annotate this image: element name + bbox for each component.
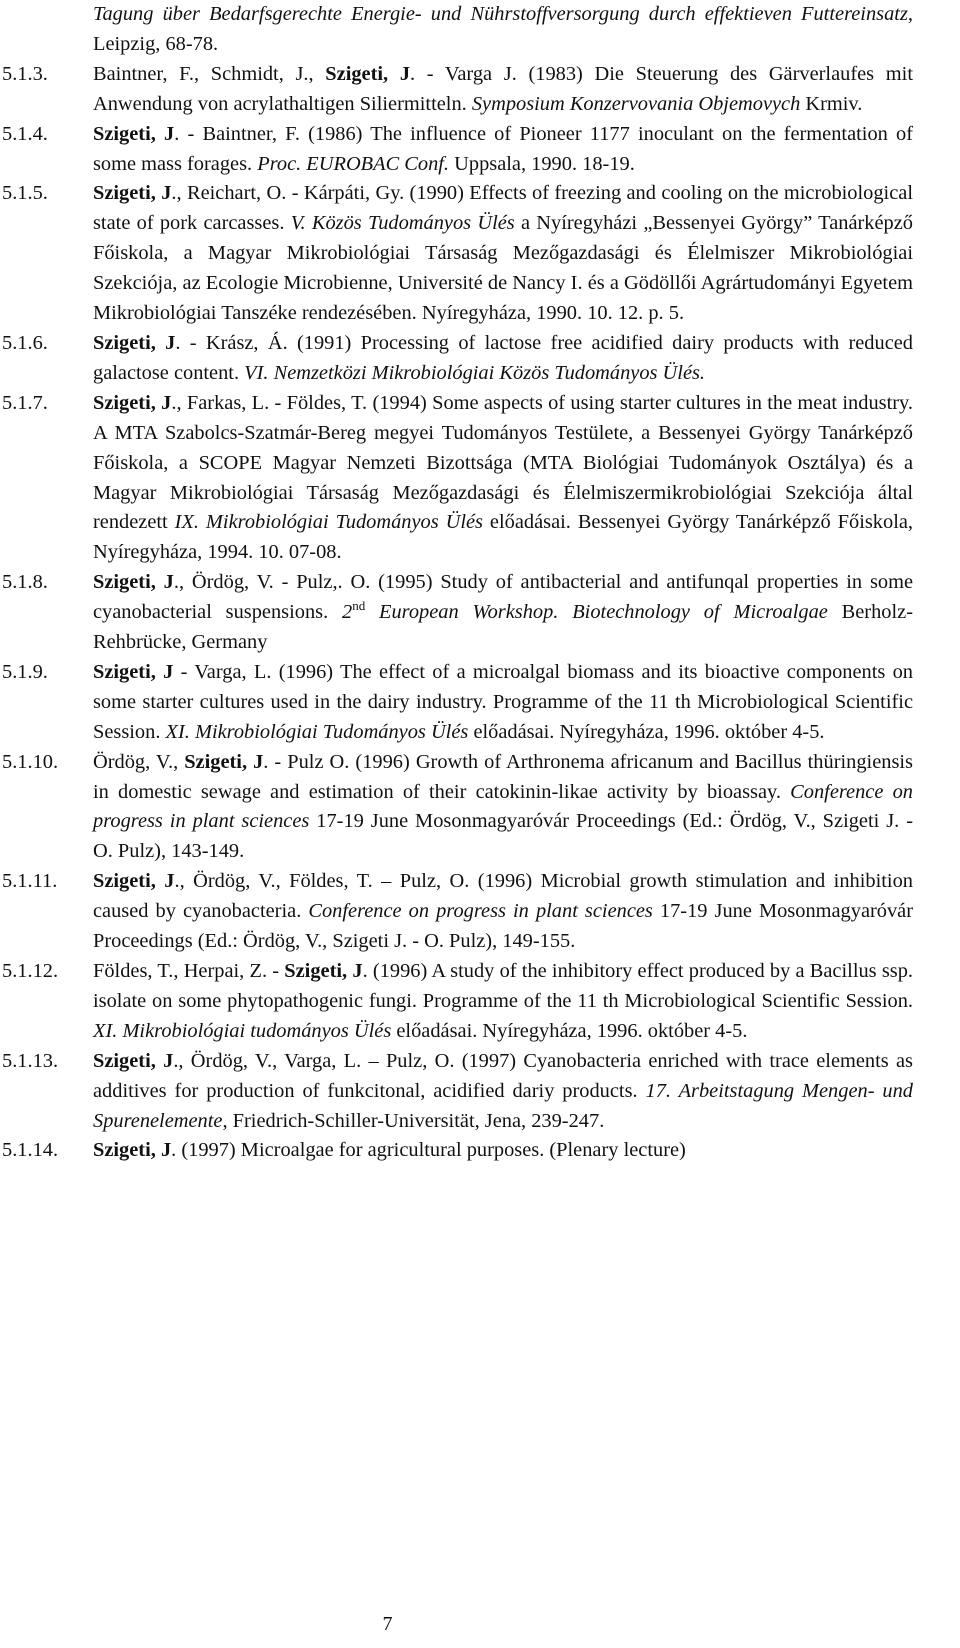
reference-text-run: . (1996) A study of the inhibitory effect produced by a Bacillus ssp. isolate on some phytopathogenic fungi. Programme of the 11 th Microbiological Scientific Session. bbox=[93, 960, 913, 1012]
reference-number: 5.1.14. bbox=[2, 1139, 59, 1162]
reference-text-run: . (1997) Microalgae for agricultural purposes. (Plenary lecture) bbox=[171, 1139, 686, 1162]
reference-text bbox=[93, 957, 913, 1047]
reference-number: 5.1.12. bbox=[2, 960, 59, 982]
reference-item bbox=[0, 957, 960, 1047]
reference-text-run: Uppsala, 1990. 18-19. bbox=[449, 152, 635, 175]
reference-source-title: VI. Nemzetközi Mikrobiológiai Közös Tudományos Ülés. bbox=[244, 361, 706, 384]
reference-item bbox=[0, 658, 960, 748]
reference-author-highlight: Szigeti, J bbox=[93, 182, 172, 205]
reference-item bbox=[0, 60, 960, 120]
reference-number: 5.1.3. bbox=[2, 62, 48, 85]
reference-item bbox=[0, 179, 960, 329]
reference-source-title: 2 bbox=[342, 601, 353, 624]
reference-number: 5.1.5. bbox=[2, 182, 48, 205]
reference-source-title: XI. Mikrobiológiai Tudományos Ülés bbox=[165, 720, 469, 743]
reference-text-run: . - Baintner, F. (1986) The influence of Pioneer 1177 inoculant on the fermentation of some mass forages. bbox=[93, 122, 913, 175]
reference-number: 5.1.7. bbox=[2, 391, 48, 414]
reference-text-run: Földes, T., Herpai, Z. - bbox=[93, 960, 285, 982]
reference-source-title: Conference on progress in plant sciences bbox=[93, 780, 913, 833]
reference-text-run: Krmiv. bbox=[800, 92, 863, 115]
reference-source-title: XI. Mikrobiológiai tudományos Ülés bbox=[93, 1019, 392, 1042]
reference-number: 5.1.13. bbox=[2, 1049, 59, 1072]
reference-text-run: . - Krász, Á. (1991) Processing of lactose free acidified dairy products with reduced galactose content. bbox=[93, 331, 913, 384]
reference-text-run: , Friedrich-Schiller-Universität, Jena, 239-247. bbox=[222, 1109, 605, 1132]
reference-text bbox=[93, 867, 913, 957]
reference-source-title: 17. Arbeitstagung Mengen- und Spurenelemente bbox=[93, 1079, 913, 1132]
reference-author-highlight: Szigeti, J bbox=[93, 1049, 174, 1072]
reference-text-run: előadásai. Nyíregyháza, 1996. október 4-5. bbox=[468, 720, 825, 743]
reference-item bbox=[0, 867, 960, 957]
reference-text bbox=[93, 568, 913, 658]
reference-number: 5.1.10. bbox=[2, 750, 59, 773]
reference-text bbox=[93, 1136, 913, 1166]
reference-item bbox=[0, 389, 960, 568]
reference-text bbox=[93, 0, 913, 60]
reference-text-run: Ördög, V., bbox=[93, 750, 185, 773]
reference-author-highlight: Szigeti, J bbox=[184, 750, 264, 773]
reference-source-title: V. Közös Tudományos Ülés bbox=[290, 212, 515, 235]
reference-author-highlight: Szigeti, J bbox=[93, 571, 174, 594]
reference-number: 5.1.8. bbox=[2, 571, 48, 594]
reference-text-run: a Nyíregyházi „Bessenyei György” Tanárképző Főiskola, a Magyar Mikrobiológiai Társaság Mezőgazdasági és Élelmiszer Mikrobiológiai Szekciója, az Ecologie Microbienne, Université de Nancy I. és a Gödöllői Agrártudományi Egyetem Mikrobiológiai Tanszéke rendezésében. Nyíregyháza, 1990. 10. 12. p. 5. bbox=[93, 212, 913, 325]
reference-item bbox=[0, 120, 960, 180]
reference-text-run: Leipzig, 68-78. bbox=[93, 32, 219, 55]
page-number: 7 bbox=[382, 1613, 393, 1635]
reference-source-title: Tagung über Bedarfsgerechte Energie- und Nührstoffversorgung durch effektieven Futtereinsatz, bbox=[93, 3, 913, 25]
reference-text-run: 17-19 June Mosonmagyaróvár Proceedings (Ed.: Ördög, V., Szigeti J. - O. Pulz), 149-155. bbox=[93, 900, 914, 953]
reference-text-run: Berholz-Rehbrücke, Germany bbox=[93, 601, 913, 654]
reference-source-title: IX. Mikrobiológiai Tudományos Ülés bbox=[174, 511, 483, 534]
reference-author-highlight: Szigeti, J bbox=[284, 960, 363, 982]
reference-author-highlight: Szigeti, J bbox=[325, 62, 411, 85]
reference-number: 5.1.11. bbox=[2, 870, 58, 893]
reference-text-run: . - Varga J. (1983) Die Steuerung des Gärverlaufes mit Anwendung von acrylathaltigen Siliermitteln. bbox=[93, 62, 913, 115]
reference-text-run: ., Reichart, O. - Kárpáti, Gy. (1990) Effects of freezing and cooling on the microbiological state of pork carcasses. bbox=[93, 182, 913, 235]
reference-text bbox=[93, 389, 913, 568]
reference-item bbox=[0, 1047, 960, 1137]
reference-text bbox=[93, 658, 913, 748]
reference-text-run: ., Ördög, V. - Pulz,. O. (1995) Study of antibacterial and antifunqal properties in some cyanobacterial suspensions. bbox=[93, 571, 914, 624]
reference-text bbox=[93, 60, 913, 120]
reference-author-highlight: Szigeti, J bbox=[93, 331, 176, 354]
reference-author-highlight: Szigeti, J bbox=[93, 122, 175, 145]
reference-text-run: - Varga, L. (1996) The effect of a microalgal biomass and its bioactive components on some starter cultures used in the dairy industry. Programme of the 11 th Microbiological Scientific Session. bbox=[93, 660, 913, 743]
reference-text bbox=[93, 748, 913, 868]
reference-number: 5.1.9. bbox=[2, 660, 48, 683]
reference-number: 5.1.6. bbox=[2, 331, 48, 354]
reference-item bbox=[0, 1136, 960, 1166]
reference-author-highlight: Szigeti, J bbox=[93, 660, 174, 683]
reference-text-run: ., Farkas, L. - Földes, T. (1994) Some aspects of using starter cultures in the meat industry. A MTA Szabolcs-Szatmár-Bereg megyei Tudományos Testülete, a Bessenyei György Tanárképző Főiskola, a SCOPE Magyar Nemzeti Bizottsága (MTA Biológiai Tudományok Osztálya) és a Magyar Mikrobiológiai Társaság Mezőgazdasági és Élelmiszermikrobiológiai Szekciója által rendezett bbox=[93, 391, 913, 534]
reference-source-title: Symposium Konzervovania Objemovych bbox=[471, 92, 801, 115]
reference-author-highlight: Szigeti, J bbox=[93, 1139, 172, 1162]
reference-source-title: Proc. EUROBAC Conf. bbox=[257, 152, 450, 175]
reference-number bbox=[0, 0, 93, 60]
reference-text-run: Baintner, F., Schmidt, J., bbox=[93, 62, 326, 85]
reference-text-run: előadásai. Nyíregyháza, 1996. október 4-5. bbox=[391, 1019, 748, 1042]
reference-source-title: European Workshop. Biotechnology of Microalgae bbox=[365, 601, 828, 624]
reference-text-run: 17-19 June Mosonmagyaróvár Proceedings (Ed.: Ördög, V., Szigeti J. - O. Pulz), 143-149. bbox=[93, 810, 913, 863]
reference-item bbox=[0, 329, 960, 389]
reference-author-highlight: Szigeti, J bbox=[93, 870, 175, 893]
reference-text bbox=[93, 179, 913, 329]
reference-text-run: ., Ördög, V., Földes, T. – Pulz, O. (1996) Microbial growth stimulation and inhibition caused by cyanobacteria. bbox=[93, 870, 913, 923]
reference-author-highlight: Szigeti, J bbox=[93, 391, 172, 414]
reference-text-run: előadásai. Bessenyei György Tanárképző Főiskola, Nyíregyháza, 1994. 10. 07-08. bbox=[93, 511, 914, 564]
reference-text bbox=[93, 1047, 913, 1137]
reference-superscript: nd bbox=[352, 598, 366, 614]
reference-text bbox=[93, 120, 913, 180]
reference-item bbox=[0, 0, 960, 60]
reference-source-title: Conference on progress in plant sciences bbox=[308, 900, 653, 923]
reference-text-run: . - Pulz O. (1996) Growth of Arthronema africanum and Bacillus thüringiensis in domestic sewage and estimation of their catokinin-likae activity by bioassay. bbox=[93, 750, 913, 803]
reference-text-run: ., Ördög, V., Varga, L. – Pulz, O. (1997) Cyanobacteria enriched with trace elements as additives for production of funkcitonal, acidified dariy products. bbox=[93, 1049, 913, 1102]
reference-text bbox=[93, 329, 913, 389]
reference-item bbox=[0, 748, 960, 868]
reference-item bbox=[0, 568, 960, 658]
reference-number: 5.1.4. bbox=[2, 122, 48, 145]
